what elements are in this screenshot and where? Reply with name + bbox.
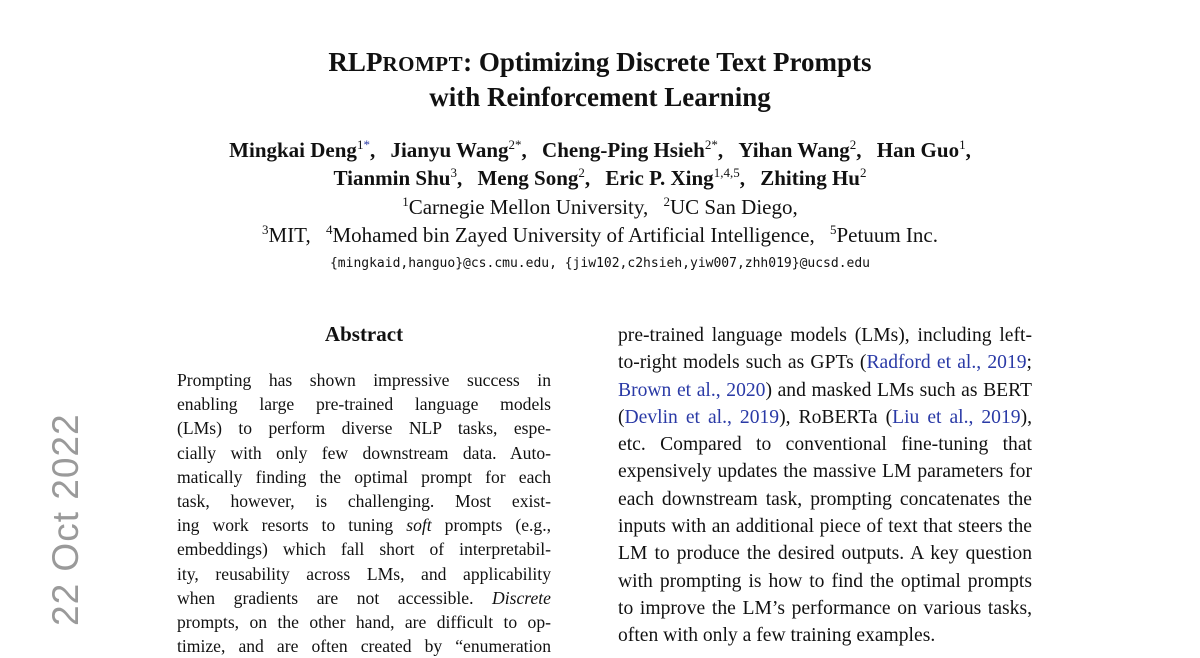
paper-title xyxy=(0,46,1200,114)
abstract-text: when gradients are not accessible. xyxy=(177,587,493,608)
abstract-text: ing work resorts to tuning xyxy=(177,515,407,536)
affiliation-mark: 1 xyxy=(402,194,409,209)
author-affiliation-mark: 1 xyxy=(959,137,966,152)
author-name: Jianyu Wang xyxy=(390,138,509,162)
affiliation: UC San Diego, xyxy=(670,195,798,219)
author-emails: {mingkaid,hanguo}@cs.cmu.edu, {jiw102,c2hsieh,yiw007,zhh019}@ucsd.edu xyxy=(329,256,871,271)
author xyxy=(760,166,866,190)
author-name: Han Guo xyxy=(876,138,960,162)
author-list-row-1 xyxy=(0,138,1200,163)
intro-line: to improve the LM’s performance on various tasks, xyxy=(618,597,1032,619)
abstract-line xyxy=(177,586,551,610)
author: Eric P. Xing$^{1,4,5}$, xyxy=(605,165,745,190)
author-name: Eric P. Xing xyxy=(605,166,714,190)
title-smallcaps-rest: ROMPT xyxy=(382,52,464,76)
intro-line xyxy=(618,377,1032,404)
intro-line: each downstream task, prompting concatenates the xyxy=(618,488,1032,510)
abstract-line: task, however, is challenging. Most exist- xyxy=(177,490,551,511)
affiliation: MIT, xyxy=(268,223,311,247)
arxiv-date-stamp xyxy=(12,400,92,648)
abstract-text: prompts (e.g., xyxy=(431,515,551,536)
abstract-emphasis: soft xyxy=(406,515,432,536)
citation-link[interactable]: Radford et al., 2019 xyxy=(866,352,1027,374)
affiliations-row-2 xyxy=(0,223,1200,248)
intro-line: often with only a few training examples. xyxy=(618,625,936,647)
citation-link[interactable]: Devlin et al., 2019 xyxy=(624,406,780,428)
author-affiliation-mark: 2 xyxy=(859,165,867,180)
affiliation: Carnegie Mellon University, xyxy=(408,195,649,219)
intro-line: expensively updates the massive LM parameters for xyxy=(618,461,1032,483)
citation-link[interactable]: Brown et al., 2020 xyxy=(618,379,766,401)
author-affiliation-mark: 3 xyxy=(450,165,457,180)
title-line-1-rest: : Optimizing Discrete Text Prompts xyxy=(463,47,872,77)
equal-contribution-footnote-link[interactable]: * xyxy=(363,137,370,152)
intro-line xyxy=(618,349,1032,376)
intro-line: pre-trained language models (LMs), including left- xyxy=(618,325,1032,346)
intro-line: etc. Compared to conventional fine-tuning that xyxy=(618,434,1032,456)
author-name: Meng Song xyxy=(477,166,579,190)
title-line-1 xyxy=(0,46,1200,81)
author-affiliation-mark: 1 xyxy=(356,137,364,152)
author-affiliation-mark: 2* xyxy=(704,137,718,152)
intro-line: LM to produce the desired outputs. A key question xyxy=(618,543,1032,565)
title-prefix: RL xyxy=(328,47,366,77)
affiliation-mark: 2 xyxy=(663,194,670,209)
abstract-line: timize, and are often created by “enumeration xyxy=(177,636,551,657)
author-affiliation-mark: 2* xyxy=(508,137,522,152)
abstract-body xyxy=(177,368,551,658)
abstract-line xyxy=(177,513,551,537)
author-affiliation-mark: 2 xyxy=(849,137,857,152)
author: Han Guo$^1$, xyxy=(876,137,971,162)
intro-line xyxy=(618,404,1032,431)
title-line-2: with Reinforcement Learning xyxy=(429,82,771,112)
arxiv-date-text: 22 Oct 2022 xyxy=(45,413,86,626)
abstract-heading: Abstract xyxy=(324,322,404,346)
author-name: Tianmin Shu xyxy=(333,166,451,190)
author-list-row-2 xyxy=(0,166,1200,191)
author-affiliation-mark: 1,4,5 xyxy=(713,165,740,180)
intro-text: ), xyxy=(1020,406,1033,428)
intro-line: inputs with an additional piece of text that steers the xyxy=(618,516,1032,538)
intro-text: to-right models such as GPTs ( xyxy=(618,352,867,374)
intro-text: ) and masked LMs such as BERT xyxy=(765,379,1032,401)
abstract-line: enabling large pre-trained language models xyxy=(177,394,551,415)
intro-text: ( xyxy=(618,406,625,428)
abstract-line: prompts, on the other hand, are difficult to op- xyxy=(177,611,551,632)
abstract-line: matically finding the optimal prompt for each xyxy=(177,466,551,487)
author-name: Cheng-Ping Hsieh xyxy=(542,138,705,162)
author-name: Mingkai Deng xyxy=(229,138,357,162)
intro-text: ; xyxy=(1026,352,1032,374)
abstract-line: (LMs) to perform diverse NLP tasks, espe- xyxy=(177,418,551,439)
intro-text: ), RoBERTa ( xyxy=(779,406,893,428)
intro-body xyxy=(618,322,1032,650)
affiliation-mark: 3 xyxy=(262,222,269,237)
title-smallcaps-initial: P xyxy=(365,47,383,77)
affiliation: Mohamed bin Zayed University of Artificial Intelligence, xyxy=(332,223,815,247)
abstract-line: Prompting has shown impressive success in xyxy=(177,370,551,390)
intro-line: with prompting is how to find the optimal prompts xyxy=(618,570,1032,592)
author: Meng Song$^2$, xyxy=(477,165,591,190)
affiliation: Petuum Inc. xyxy=(836,223,938,247)
abstract-line: ity, reusability across LMs, and applicability xyxy=(177,563,551,584)
affiliation-mark: 4 xyxy=(325,222,333,237)
author: Mingkai Deng$^{1*}$, xyxy=(229,137,376,162)
author: Cheng-Ping Hsieh$^{2*}$, xyxy=(542,137,724,162)
author-name: Zhiting Hu xyxy=(760,166,860,190)
author-affiliation-mark: 2 xyxy=(578,165,585,180)
author: Tianmin Shu$^3$, xyxy=(333,165,463,190)
affiliations-row-1 xyxy=(0,195,1200,220)
author: Jianyu Wang$^{2*}$, xyxy=(390,137,527,162)
abstract-line: embeddings) which fall short of interpretabil- xyxy=(177,539,551,560)
affiliation-mark: 5 xyxy=(829,222,837,237)
citation-link[interactable]: Liu et al., 2019 xyxy=(892,406,1021,428)
author: Yihan Wang$^2$, xyxy=(738,137,862,162)
abstract-line: cially with only few downstream data. Auto- xyxy=(177,442,551,463)
author-name: Yihan Wang xyxy=(738,138,850,162)
abstract-emphasis: Discrete xyxy=(492,587,551,608)
